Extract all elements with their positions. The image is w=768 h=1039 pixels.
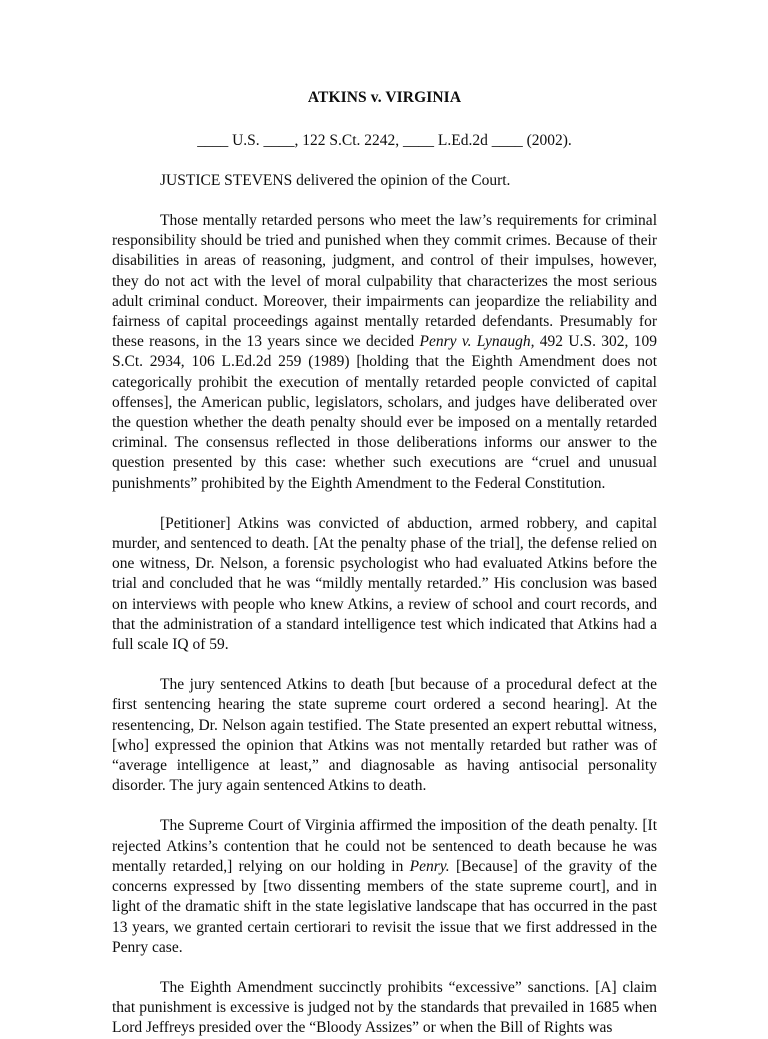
case-title: ATKINS v. VIRGINIA: [307, 89, 462, 106]
paragraph-5: The Eighth Amendment succinctly prohibits “excessive” sanctions. [A] claim that punishment is excessive is judged not by the standards that prevailed in 1685 when Lord Jeffreys presided over the “Bloody Assizes” or when the Bill of Rights was: [112, 978, 657, 1037]
paragraph-4: The Supreme Court of Virginia affirmed the imposition of the death penalty. [It rejected Atkins’s contention that he could not be sentenced to death because he was mentally retarded,] relying on our holding in Penry. [Because] of the gravity of the concerns expressed by [two dissenting members of the state supreme court], and in light of the dramatic shift in the state legislative landscape that has occurred in the past 13 years, we granted certain certiorari to revisit the issue that we first addressed in the Penry case.: [112, 817, 658, 956]
document-body: [112, 0, 657, 1039]
paragraph-1: Those mentally retarded persons who meet the law’s requirements for criminal responsibility should be tried and punished when they commit crimes. Because of their disabilities in areas of reasoning, judgment, and control of their impulses, however, they do not act with the level of moral culpability that characterizes the most serious adult criminal conduct. Moreover, their impairments can jeopardize the reliability and fairness of capital proceedings against mentally retarded defendants. Presumably for these reasons, in the 13 years since we decided Penry v. Lynaugh, 492 U.S. 302, 109 S.Ct. 2934, 106 L.Ed.2d 259 (1989) [holding that the Eighth Amendment does not categorically prohibit the execution of mentally retarded people convicted of capital offenses], the American public, legislators, scholars, and judges have deliberated over the question whether the death penalty should ever be imposed on a mentally retarded criminal. The consensus reflected in those deliberations informs our answer to the question presented by this case: whether such executions are “cruel and unusual punishments” prohibited by the Eighth Amendment to the Federal Constitution.: [112, 212, 657, 492]
case-citation: ____ U.S. ____, 122 S.Ct. 2242, ____ L.Ed.2d ____ (2002).: [197, 132, 572, 149]
paragraph-2: [Petitioner] Atkins was convicted of abduction, armed robbery, and capital murder, and sentenced to death. [At the penalty phase of the trial], the defense relied on one witness, Dr. Nelson, a forensic psychologist who had evaluated Atkins before the trial and concluded that he was “mildly mentally retarded.” His conclusion was based on interviews with people who knew Atkins, a review of school and court records, and that the administration of a standard intelligence test which indicated that Atkins had a full scale IQ of 59.: [112, 514, 657, 654]
opinion-byline: JUSTICE STEVENS delivered the opinion of the Court.: [160, 172, 511, 189]
paragraph-3: The jury sentenced Atkins to death [but because of a procedural defect at the first sentencing hearing the state supreme court ordered a second hearing]. At the resentencing, Dr. Nelson again testified. The State presented an expert rebuttal witness, [who] expressed the opinion that Atkins was not mentally retarded but rather was of “average intelligence at least,” and diagnosable as having antisocial personality disorder. The jury again sentenced Atkins to death.: [112, 676, 657, 795]
